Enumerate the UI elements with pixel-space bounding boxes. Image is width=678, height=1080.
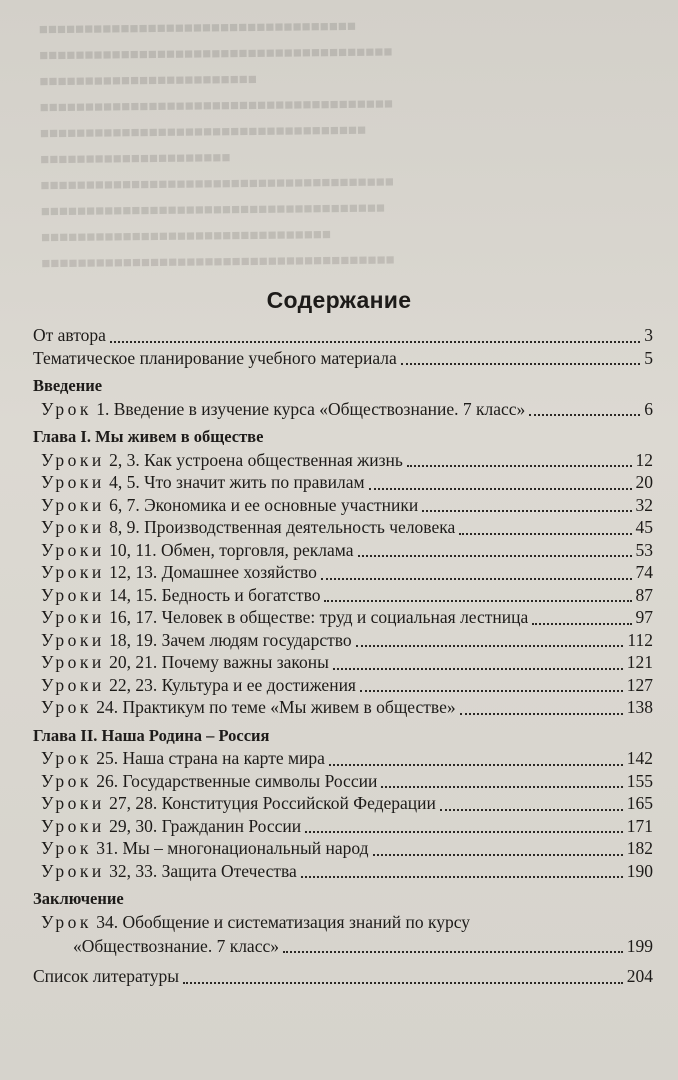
dot-leader (321, 578, 632, 580)
lesson-title: Введение в изучение курса «Обществознание. 7 класс» (113, 398, 526, 419)
entry-page: 142 (626, 748, 653, 768)
dot-leader (324, 600, 631, 602)
entry-page: 121 (626, 652, 653, 672)
lesson-title: Домашнее хозяйство (161, 562, 317, 582)
entry-page: 20 (635, 472, 653, 492)
dot-leader (373, 854, 623, 856)
lesson-word: Урок (41, 398, 92, 419)
lesson-word: Урок (41, 748, 92, 768)
lesson-word: Урок (41, 911, 92, 932)
dot-leader (407, 465, 632, 467)
lesson-word: Уроки (41, 539, 105, 560)
lesson-number: 26. (96, 770, 119, 791)
chapter-1-entries (33, 450, 653, 720)
lesson-word: Урок (41, 697, 92, 717)
entry-page: 74 (635, 562, 653, 582)
lesson-title: Обобщение и систематизация знаний по курсу (122, 911, 471, 932)
lesson-title: Защита Отечества (161, 860, 297, 881)
lesson-number: 18, 19. (109, 629, 158, 650)
toc-entry-lesson[interactable] (33, 607, 653, 630)
section-heading-intro: Введение (33, 376, 103, 395)
toc-entry-lesson[interactable] (33, 697, 653, 720)
toc-entry-lesson[interactable] (33, 472, 653, 495)
lesson-word: Уроки (41, 449, 105, 470)
dot-leader (460, 713, 623, 715)
toc-entry-lesson[interactable] (33, 816, 653, 839)
entry-page: 12 (635, 449, 653, 470)
dot-leader (358, 555, 632, 557)
entry-page: 199 (626, 935, 653, 956)
lesson-title: Мы – многонациональный народ (122, 838, 369, 858)
chapter-2-entries (33, 748, 653, 883)
dot-leader (360, 690, 623, 692)
lesson-number: 6, 7. (109, 494, 140, 515)
toc-entry-lesson[interactable] (33, 652, 653, 675)
lesson-word: Уроки (41, 815, 105, 836)
lesson-word: Уроки (41, 584, 105, 605)
page-title: Содержание (266, 287, 412, 313)
lesson-title: Культура и ее достижения (161, 674, 356, 695)
toc-entry-lesson[interactable] (33, 675, 653, 698)
toc-entry-lesson[interactable] (33, 838, 653, 861)
lesson-number: 32, 33. (109, 860, 158, 881)
dot-leader (422, 510, 631, 512)
toc-entry-lesson[interactable] (33, 771, 653, 794)
lesson-word: Уроки (41, 472, 105, 492)
entry-page: 45 (635, 517, 653, 537)
dot-leader (183, 982, 623, 984)
dot-leader (529, 414, 640, 416)
lesson-title: Экономика и ее основные участники (144, 494, 419, 515)
entry-page: 190 (626, 860, 653, 881)
lesson-number: 29, 30. (109, 815, 158, 836)
dot-leader (333, 668, 623, 670)
lesson-number: 10, 11. (109, 539, 157, 560)
lesson-word: Уроки (41, 793, 105, 813)
bleed-through-text: ■■■■■■■■■■■■■■■■■■■■■■■■■■■■■■■■■■■ ■■■■■■■■■■■■■■■■■■■■■■■■■■■■■■■■■■■■■■■ ■■■■■■■■■■■■■■■■■■■■■■■■ ■■■■■■■■■■■■■■■■■■■■■■■■■■■■■■■■■■■■■■■ ■■■■■■■■■■■■■■■■■■■■■■■■■■■■■■■■■■■■ ■■■■■■■■■■■■■■■■■■■■■ ■■■■■■■■■■■■■■■■■■■■■■■■■■■■■■■■■■■■■■■ ■■■■■■■■■■■■■■■■■■■■■■■■■■■■■■■■■■■■■■ ■■■■■■■■■■■■■■■■■■■■■■■■■■■■■■■■ ■■■■■■■■■■■■■■■■■■■■■■■■■■■■■■■■■■■■■■■ (38, 18, 395, 273)
dot-leader (381, 786, 622, 788)
entry-label: От автора (33, 325, 106, 345)
lesson-title: Производственная деятельность человека (144, 517, 456, 537)
entry-page: 53 (635, 539, 653, 560)
entry-page: 127 (626, 674, 653, 695)
dot-leader (305, 831, 623, 833)
dot-leader (283, 951, 623, 953)
lesson-title: Бедность и богатство (161, 584, 321, 605)
lesson-title-continued: «Обществознание. 7 класс» (73, 935, 279, 956)
lesson-title: Наша страна на карте мира (122, 748, 325, 768)
lesson-word: Уроки (41, 652, 105, 672)
lesson-title: Практикум по теме «Мы живем в обществе» (122, 697, 456, 717)
toc-entry-lesson[interactable] (33, 517, 653, 540)
entry-label: Список литературы (33, 966, 180, 986)
lesson-number: 12, 13. (109, 562, 158, 582)
toc-entry-bibliography[interactable] (33, 966, 653, 989)
lesson-number: 27, 28. (109, 793, 158, 813)
dot-leader (440, 809, 623, 811)
lesson-number: 1. (96, 398, 110, 419)
chapter-heading-2: Глава II. Наша Родина – Россия (33, 725, 270, 745)
lesson-title: Человек в обществе: труд и социальная лестница (161, 607, 529, 627)
entry-page: 6 (644, 398, 653, 419)
toc-entry-lesson[interactable] (33, 495, 653, 518)
entry-page: 3 (644, 325, 653, 345)
lesson-number: 31. (96, 838, 119, 858)
dot-leader (301, 876, 623, 878)
toc-entry-lesson[interactable] (33, 861, 653, 884)
dot-leader (369, 488, 632, 490)
toc-entry-lesson[interactable] (33, 630, 653, 653)
lesson-title: Государственные символы России (122, 770, 378, 791)
toc-entry-lesson-34-line1[interactable] (33, 912, 653, 936)
dot-leader (459, 533, 631, 535)
entry-label: Тематическое планирование учебного материала (33, 347, 397, 368)
lesson-word: Уроки (41, 860, 105, 881)
lesson-number: 4, 5. (109, 472, 140, 492)
lesson-word: Уроки (41, 562, 105, 582)
toc-entry-lesson-1[interactable] (33, 399, 653, 422)
entry-page: 171 (626, 815, 653, 836)
toc-entry-lesson[interactable] (33, 748, 653, 771)
toc-entry-lesson[interactable] (33, 540, 653, 563)
lesson-number: 2, 3. (109, 449, 140, 470)
lesson-number: 34. (96, 911, 119, 932)
entry-page: 97 (635, 607, 653, 627)
lesson-number: 20, 21. (109, 652, 158, 672)
chapter-heading-1: Глава I. Мы живем в обществе (33, 427, 264, 446)
lesson-number: 22, 23. (109, 674, 158, 695)
entry-page: 165 (626, 793, 653, 813)
lesson-word: Урок (41, 838, 92, 858)
entry-page: 32 (635, 494, 653, 515)
dot-leader (532, 623, 631, 625)
entry-page: 112 (627, 629, 653, 650)
table-of-contents (33, 325, 653, 989)
lesson-title: Что значит жить по правилам (144, 472, 365, 492)
lesson-number: 8, 9. (109, 517, 140, 537)
entry-page: 87 (635, 584, 653, 605)
lesson-number: 14, 15. (109, 584, 158, 605)
lesson-title: Зачем людям государство (161, 629, 352, 650)
lesson-word: Уроки (41, 674, 105, 695)
dot-leader (401, 363, 640, 365)
entry-page: 138 (626, 697, 653, 717)
dot-leader (356, 645, 624, 647)
entry-page: 182 (626, 838, 653, 858)
section-heading-conclusion: Заключение (33, 889, 124, 908)
lesson-number: 24. (96, 697, 119, 717)
lesson-word: Уроки (41, 517, 105, 537)
lesson-number: 25. (96, 748, 119, 768)
toc-entry-lesson[interactable] (33, 585, 653, 608)
lesson-number: 16, 17. (109, 607, 158, 627)
entry-page: 204 (626, 966, 653, 986)
lesson-title: Конституция Российской Федерации (161, 793, 436, 813)
lesson-word: Урок (41, 770, 92, 791)
dot-leader (329, 764, 623, 766)
lesson-word: Уроки (41, 494, 105, 515)
toc-entry-lesson[interactable] (33, 562, 653, 585)
dot-leader (110, 341, 640, 343)
lesson-word: Уроки (41, 607, 105, 627)
lesson-title: Обмен, торговля, реклама (160, 539, 354, 560)
lesson-title: Как устроена общественная жизнь (144, 449, 403, 470)
toc-entry-lesson[interactable] (33, 793, 653, 816)
lesson-title: Гражданин России (161, 815, 302, 836)
entry-page: 5 (644, 347, 653, 368)
toc-entry-author-note[interactable] (33, 325, 653, 348)
lesson-word: Уроки (41, 629, 105, 650)
lesson-title: Почему важны законы (161, 652, 329, 672)
toc-entry-planning[interactable] (33, 348, 653, 371)
entry-page: 155 (626, 770, 653, 791)
toc-entry-lesson[interactable] (33, 450, 653, 473)
toc-entry-lesson-34-line2[interactable] (33, 936, 653, 959)
